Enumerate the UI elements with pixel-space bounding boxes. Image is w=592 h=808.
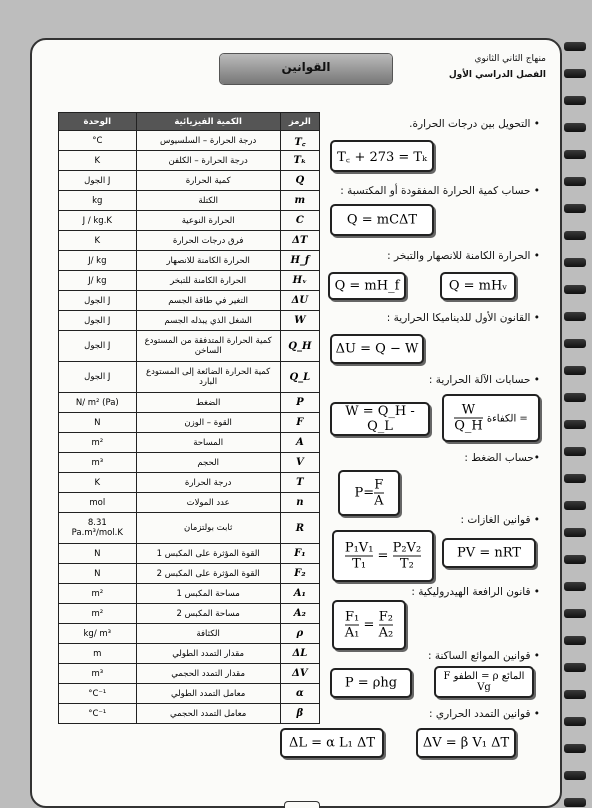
unit-cell: J/ kg <box>59 251 137 271</box>
binding-ring <box>564 366 586 375</box>
binding-ring <box>564 339 586 348</box>
formula-first-law <box>330 334 424 364</box>
document-page <box>30 38 562 808</box>
quantity-cell: معامل التمدد الحجمي <box>136 704 280 724</box>
formula-text: ΔL = α L₁ ΔT <box>288 735 376 751</box>
symbol-cell: Q_L <box>280 362 319 393</box>
binding-ring <box>564 285 586 294</box>
formula-latent-vapor <box>440 272 516 300</box>
binding-ring <box>564 609 586 618</box>
binding-ring <box>564 447 586 456</box>
page-tab <box>284 801 320 808</box>
quantity-cell: درجة الحرارة – السلسيوس <box>136 131 280 151</box>
binding-ring <box>564 96 586 105</box>
section-latent-heat: • الحرارة الكامنة للانصهار والتبخر : <box>387 250 540 262</box>
formula-text: P = ρhg <box>344 675 398 691</box>
binding-ring <box>564 582 586 591</box>
symbol-cell: F₂ <box>280 564 319 584</box>
binding-ring <box>564 69 586 78</box>
header-symbol: الرمز <box>280 113 319 131</box>
quantity-cell: كمية الحرارة المتدفقة من المستودع الساخن <box>136 331 280 362</box>
binding-ring <box>564 798 586 807</box>
table-header-row <box>59 113 320 131</box>
binding-ring <box>564 258 586 267</box>
section-hydraulic: • قانون الرافعة الهيدروليكية : <box>411 586 540 598</box>
quantity-cell: الكثافة <box>136 624 280 644</box>
symbol-cell: P <box>280 393 319 413</box>
hydraulic-fraction-1 <box>345 610 360 641</box>
symbol-cell: Tₖ <box>280 151 319 171</box>
binding-ring <box>564 231 586 240</box>
section-temperature-conversion: • التحويل بين درجات الحرارة. <box>409 118 540 130</box>
unit-cell: kg/ m³ <box>59 624 137 644</box>
quantity-cell: الحرارة الكامنة للانصهار <box>136 251 280 271</box>
formula-hydraulic <box>332 600 406 650</box>
section-fluids: • قوانين الموائع الساكنة : <box>427 650 540 662</box>
section-first-law: • القانون الأول للديناميكا الحرارية : <box>386 312 540 324</box>
efficiency-label: الكفاءة = <box>486 413 528 425</box>
binding-ring <box>564 690 586 699</box>
unit-cell: m² <box>59 604 137 624</box>
unit-cell: °C⁻¹ <box>59 684 137 704</box>
symbol-cell: T꜀ <box>280 131 319 151</box>
section-gas-laws: • قوانين الغازات : <box>460 514 540 526</box>
binding-ring <box>564 717 586 726</box>
unit-cell: kg <box>59 191 137 211</box>
symbol-cell: m <box>280 191 319 211</box>
binding-ring <box>564 744 586 753</box>
frac-numerator: P₂V₂ <box>392 540 422 556</box>
symbol-cell: ΔV <box>280 664 319 684</box>
table-row <box>59 664 320 684</box>
binding-ring <box>564 204 586 213</box>
unit-cell: N <box>59 564 137 584</box>
quantity-cell: عدد المولات <box>136 493 280 513</box>
table-row <box>59 291 320 311</box>
quantity-cell: الحرارة النوعية <box>136 211 280 231</box>
quantity-cell: ثابت بولتزمان <box>136 513 280 544</box>
formula-text: ΔV = β V₁ ΔT <box>422 735 510 751</box>
table-row <box>59 544 320 564</box>
quantity-cell: فرق درجات الحرارة <box>136 231 280 251</box>
quantity-cell: الشغل الذي يبذله الجسم <box>136 311 280 331</box>
binding-ring <box>564 501 586 510</box>
unit-cell: الجول J <box>59 171 137 191</box>
title-banner <box>220 54 392 84</box>
binding-ring <box>564 474 586 483</box>
section-pressure: •حساب الضغط : <box>464 452 540 464</box>
symbol-cell: ΔU <box>280 291 319 311</box>
formula-fluid-pressure <box>330 668 412 698</box>
table-row <box>59 231 320 251</box>
frac-numerator: P₁V₁ <box>344 540 374 556</box>
symbol-cell: V <box>280 453 319 473</box>
section-heat-engine: • حسابات الآلة الحرارية : <box>428 374 540 386</box>
unit-cell: mol <box>59 493 137 513</box>
symbol-cell: T <box>280 473 319 493</box>
table-row <box>59 453 320 473</box>
formula-text: T꜀ + 273 = Tₖ <box>337 150 427 165</box>
table-row <box>59 331 320 362</box>
unit-cell: m² <box>59 433 137 453</box>
symbol-cell: C <box>280 211 319 231</box>
binding-ring <box>564 177 586 186</box>
table-row <box>59 151 320 171</box>
table-row <box>59 704 320 724</box>
page-title: القوانين <box>281 60 331 74</box>
unit-cell: °C⁻¹ <box>59 704 137 724</box>
quantity-cell: التغير في طاقة الجسم <box>136 291 280 311</box>
hydraulic-fraction-2 <box>379 610 394 641</box>
symbol-cell: F <box>280 413 319 433</box>
frac-numerator: F₂ <box>378 609 394 625</box>
symbol-cell: β <box>280 704 319 724</box>
binding-ring <box>564 42 586 51</box>
symbol-cell: α <box>280 684 319 704</box>
efficiency-fraction <box>454 403 483 434</box>
binding-ring <box>564 150 586 159</box>
unit-cell: N <box>59 544 137 564</box>
quantity-cell: كمية الحرارة <box>136 171 280 191</box>
formula-temp-conversion <box>330 140 434 172</box>
unit-cell: m² <box>59 584 137 604</box>
unit-cell: m³ <box>59 453 137 473</box>
table-row <box>59 604 320 624</box>
unit-cell: J / kg.K <box>59 211 137 231</box>
binding-ring <box>564 555 586 564</box>
header-unit: الوحدة <box>59 113 137 131</box>
quantity-cell: القوة – الوزن <box>136 413 280 433</box>
quantity-cell: كمية الحرارة الضائعة إلى المستودع البارد <box>136 362 280 393</box>
quantity-cell: القوة المؤثرة على المكبس 2 <box>136 564 280 584</box>
table-row <box>59 624 320 644</box>
gas-fraction-2 <box>393 541 422 572</box>
frac-denominator: T₂ <box>399 556 414 572</box>
section-thermal-expansion: • قوانين التمدد الحراري : <box>429 708 540 720</box>
table-row <box>59 211 320 231</box>
unit-cell: m <box>59 644 137 664</box>
formula-combined-gas-law <box>332 530 434 582</box>
quantity-cell: مساحة المكبس 1 <box>136 584 280 604</box>
table-row <box>59 311 320 331</box>
pressure-lhs: P= <box>354 485 375 501</box>
section-heat-quantity: • حساب كمية الحرارة المفقودة أو المكتسبة : <box>340 185 540 197</box>
binding-ring <box>564 636 586 645</box>
table-row <box>59 271 320 291</box>
unit-cell: K <box>59 231 137 251</box>
frac-denominator: A₂ <box>378 625 394 641</box>
table-row <box>59 584 320 604</box>
table-row <box>59 433 320 453</box>
symbol-cell: Q_H <box>280 331 319 362</box>
table-row <box>59 131 320 151</box>
formula-text: PV = nRT <box>457 545 521 561</box>
formula-buoyancy <box>434 666 534 698</box>
gas-fraction-1 <box>345 541 374 572</box>
spiral-binding <box>562 30 592 800</box>
binding-ring <box>564 663 586 672</box>
formula-text: F الطفو = ρ المائع Vg <box>443 671 525 693</box>
quantity-cell: القوة المؤثرة على المكبس 1 <box>136 544 280 564</box>
table-row <box>59 171 320 191</box>
frac-numerator: F₁ <box>344 609 360 625</box>
table-row <box>59 564 320 584</box>
symbol-cell: W <box>280 311 319 331</box>
symbol-cell: ρ <box>280 624 319 644</box>
symbol-cell: A₂ <box>280 604 319 624</box>
unit-cell: الجول J <box>59 331 137 362</box>
quantity-cell: الكتلة <box>136 191 280 211</box>
quantity-cell: درجة الحرارة <box>136 473 280 493</box>
table-row <box>59 513 320 544</box>
frac-denominator: Q_H <box>454 418 483 434</box>
frac-denominator: T₁ <box>352 556 367 572</box>
unit-cell: J/ kg <box>59 271 137 291</box>
formula-linear-expansion <box>280 728 384 758</box>
binding-ring <box>564 528 586 537</box>
symbol-cell: ΔT <box>280 231 319 251</box>
unit-cell: N <box>59 413 137 433</box>
symbol-cell: H_f <box>280 251 319 271</box>
binding-ring <box>564 312 586 321</box>
formula-latent-fusion <box>328 272 406 300</box>
binding-ring <box>564 393 586 402</box>
symbol-cell: F₁ <box>280 544 319 564</box>
binding-ring <box>564 771 586 780</box>
quantity-cell: مقدار التمدد الحجمي <box>136 664 280 684</box>
semester-label: الفصل الدراسي الأول <box>448 70 546 80</box>
unit-cell: الجول J <box>59 311 137 331</box>
frac-numerator: W <box>454 403 483 419</box>
formula-text: Q = mCΔT <box>346 212 418 228</box>
table-row <box>59 413 320 433</box>
formula-text: ΔU = Q − W <box>335 341 419 357</box>
symbol-cell: A₁ <box>280 584 319 604</box>
symbol-cell: Hᵥ <box>280 271 319 291</box>
formula-pressure <box>338 470 400 516</box>
quantity-cell: معامل التمدد الطولي <box>136 684 280 704</box>
symbol-cell: ΔL <box>280 644 319 664</box>
table-row <box>59 191 320 211</box>
quantity-cell: الحجم <box>136 453 280 473</box>
formula-text: Q = mH_f <box>334 278 400 294</box>
unit-cell: m³ <box>59 664 137 684</box>
unit-cell: 8.31 Pa.m³/mol.K <box>59 513 137 544</box>
header-quantity: الكمية الفيزيائية <box>136 113 280 131</box>
unit-cell: K <box>59 151 137 171</box>
quantity-cell: المساحة <box>136 433 280 453</box>
pressure-fraction <box>374 478 383 509</box>
formula-heat-quantity <box>330 204 434 236</box>
unit-cell: N/ m² (Pa) <box>59 393 137 413</box>
curriculum-label: منهاج الثاني الثانوي <box>474 54 546 64</box>
table-row <box>59 251 320 271</box>
quantity-cell: الضغط <box>136 393 280 413</box>
table-row <box>59 473 320 493</box>
frac-numerator: F <box>374 477 384 493</box>
quantity-cell: مقدار التمدد الطولي <box>136 644 280 664</box>
formula-volume-expansion <box>416 728 516 758</box>
table-row <box>59 393 320 413</box>
quantity-cell: درجة الحرارة – الكلفن <box>136 151 280 171</box>
unit-cell: الجول J <box>59 362 137 393</box>
table-row <box>59 362 320 393</box>
formula-ideal-gas <box>442 538 536 568</box>
unit-cell: الجول J <box>59 291 137 311</box>
frac-denominator: A <box>374 493 384 509</box>
formula-efficiency <box>442 394 540 442</box>
unit-cell: K <box>59 473 137 493</box>
symbol-cell: A <box>280 433 319 453</box>
symbol-cell: Q <box>280 171 319 191</box>
quantities-table <box>58 112 320 724</box>
symbol-cell: n <box>280 493 319 513</box>
quantity-cell: مساحة المكبس 2 <box>136 604 280 624</box>
formula-text: W = Q_H - Q_L <box>345 404 415 434</box>
table-row <box>59 493 320 513</box>
unit-cell: °C <box>59 131 137 151</box>
frac-denominator: A₁ <box>344 625 360 641</box>
symbol-cell: R <box>280 513 319 544</box>
quantity-cell: الحرارة الكامنة للتبخر <box>136 271 280 291</box>
formula-text: Q = mHᵥ <box>448 278 508 294</box>
table-row <box>59 684 320 704</box>
formula-work <box>330 402 430 436</box>
binding-ring <box>564 123 586 132</box>
equals-sign: = <box>377 548 389 564</box>
binding-ring <box>564 420 586 429</box>
table-row <box>59 644 320 664</box>
equals-sign: = <box>363 617 375 633</box>
